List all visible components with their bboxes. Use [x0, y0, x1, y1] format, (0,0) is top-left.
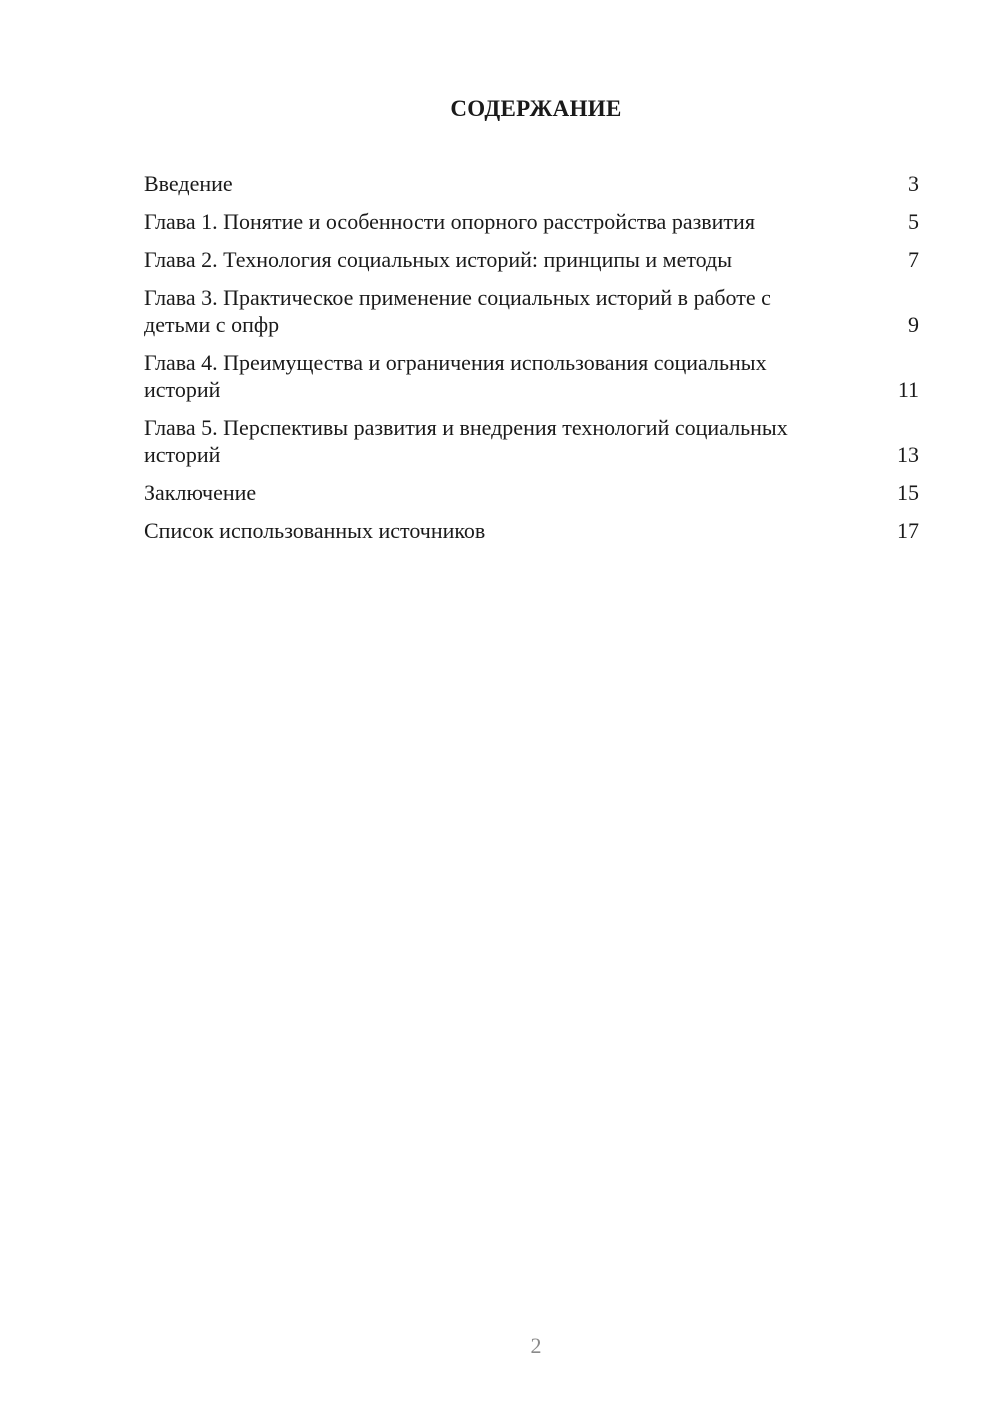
- toc-entry-title: Глава 1. Понятие и особенности опорного расстройства развития: [144, 209, 755, 234]
- toc-entry-page: 17: [897, 518, 919, 543]
- toc-entry-title: Глава 4. Преимущества и ограничения использования социальных историй: [144, 350, 767, 402]
- toc-heading: СОДЕРЖАНИЕ: [450, 96, 622, 121]
- toc-entry-title: Глава 5. Перспективы развития и внедрения технологий социальных историй: [144, 415, 788, 467]
- toc-entry-page: 7: [908, 247, 919, 272]
- toc-entry-title: Глава 3. Практическое применение социальных историй в работе с детьми с опфр: [144, 285, 771, 337]
- toc-entry-chapter-5: [144, 414, 919, 468]
- table-of-contents: [144, 170, 919, 555]
- toc-entry-page: 11: [897, 377, 919, 402]
- page-number: 2: [530, 1333, 542, 1358]
- toc-entry-chapter-2: [144, 246, 919, 273]
- toc-entry-page: 5: [908, 209, 919, 234]
- toc-entry-page: 13: [897, 442, 919, 467]
- toc-entry-page: 15: [897, 480, 919, 505]
- toc-entry-conclusion: [144, 479, 919, 506]
- toc-entry-title: Заключение: [144, 480, 257, 505]
- toc-entry-title: Введение: [144, 171, 233, 196]
- toc-entry-introduction: [144, 170, 919, 197]
- toc-entry-title: Глава 2. Технология социальных историй: принципы и методы: [144, 247, 733, 272]
- toc-entry-chapter-1: [144, 208, 919, 235]
- toc-entry-chapter-3: [144, 284, 919, 338]
- toc-entry-page: 9: [908, 312, 919, 337]
- toc-entry-references: [144, 517, 919, 544]
- toc-entry-title: Список использованных источников: [144, 518, 486, 543]
- toc-entry-page: 3: [908, 171, 919, 196]
- toc-entry-chapter-4: [144, 349, 919, 403]
